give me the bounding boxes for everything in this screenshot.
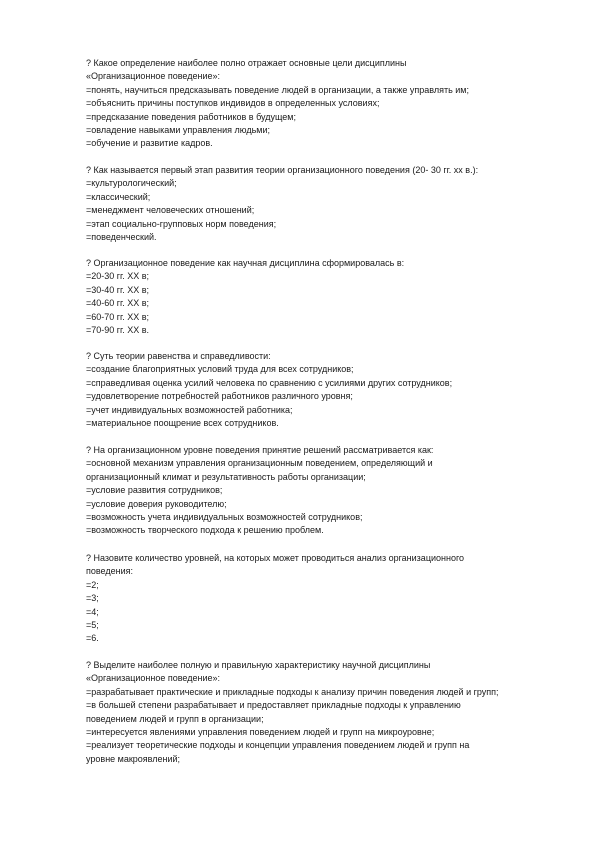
question-text: ? Как называется первый этап развития теории организационного поведения (20- 30 гг. хх в.): (86, 165, 479, 175)
answer-option: =3; (86, 593, 99, 604)
answer-option: =70-90 гг. XX в. (86, 324, 150, 335)
question-text: поведения: (86, 566, 133, 577)
answer-option: =обучение и развитие кадров. (86, 138, 213, 149)
answer-option: =понять, научиться предсказывать поведение людей в организации, а также управлять им; (86, 84, 469, 95)
answer-option: =овладение навыками управления людьми; (86, 124, 270, 135)
answer-option: =создание благоприятных условий труда для всех сотрудников; (86, 364, 354, 375)
answer-option: =материальное поощрение всех сотрудников. (86, 417, 279, 428)
answer-option: =возможность учета индивидуальных возможностей сотрудников; (86, 511, 363, 522)
answer-option: =поведенческий. (86, 231, 157, 242)
answer-option: =справедливая оценка усилий человека по сравнению с усилиями других сотрудников; (86, 377, 453, 388)
answer-option: =20-30 гг. XX в; (86, 271, 150, 282)
answer-option: =5; (86, 619, 99, 630)
answer-option: =этап социально-групповых норм поведения; (86, 218, 277, 229)
answer-option: =объяснить причины поступков индивидов в определенных условиях; (86, 98, 380, 109)
answer-option: =2; (86, 579, 99, 590)
answer-option: =основной механизм управления организационным поведением, определяющий и (86, 458, 433, 469)
question-text: ? Назовите количество уровней, на которых может проводиться анализ организационного (86, 553, 465, 563)
answer-option: =условие развития сотрудников; (86, 485, 223, 496)
answer-option: =30-40 гг. XX в; (86, 284, 150, 295)
question-text: «Организационное поведение»: (86, 71, 221, 82)
answer-option: поведением людей и групп в организации; (86, 713, 264, 724)
answer-option: =учет индивидуальных возможностей работника; (86, 404, 293, 415)
question-block-4 (86, 350, 452, 430)
answer-option: =60-70 гг. XX в; (86, 311, 150, 322)
answer-option: =4; (86, 606, 99, 617)
answer-option: =менеджмент человеческих отношений; (86, 205, 255, 216)
answer-option: =40-60 гг. XX в; (86, 298, 150, 309)
question-text: ? На организационном уровне поведения принятие решений рассматривается как: (86, 445, 434, 455)
question-block-1 (86, 57, 469, 151)
answer-option: =классический; (86, 191, 151, 202)
question-block-5 (86, 444, 433, 538)
question-block-2 (86, 164, 478, 244)
answer-option: =в большей степени разрабатывает и предоставляет прикладные подходы к управлению (86, 700, 461, 711)
answer-option: =интересуется явлениями управления поведением людей и групп на микроуровне; (86, 726, 435, 737)
question-block-6 (86, 552, 464, 646)
answer-option: =культурологический; (86, 178, 177, 189)
answer-option: =разрабатывает практические и прикладные подходы к анализу причин поведения людей и групп; (86, 686, 499, 697)
question-block-7 (86, 659, 499, 766)
answer-option: уровне макроявлений; (86, 753, 181, 764)
question-text: «Организационное поведение»: (86, 673, 221, 684)
question-text: ? Суть теории равенства и справедливости: (86, 351, 271, 361)
question-text: ? Какое определение наиболее полно отражает основные цели дисциплины (86, 58, 407, 68)
answer-option: организационный климат и результативность работы организации; (86, 471, 366, 482)
answer-option: =условие доверия руководителю; (86, 498, 227, 509)
answer-option: =6. (86, 633, 99, 644)
question-text: ? Организационное поведение как научная дисциплина сформировалась в: (86, 258, 405, 268)
answer-option: =возможность творческого подхода к решению проблем. (86, 525, 324, 536)
answer-option: =удовлетворение потребностей работников различного уровня; (86, 391, 353, 402)
answer-option: =предсказание поведения работников в будущем; (86, 111, 296, 122)
question-block-3 (86, 257, 404, 337)
question-text: ? Выделите наиболее полную и правильную характеристику научной дисциплины (86, 660, 431, 670)
answer-option: =реализует теоретические подходы и концепции управления поведением людей и групп на (86, 740, 470, 751)
